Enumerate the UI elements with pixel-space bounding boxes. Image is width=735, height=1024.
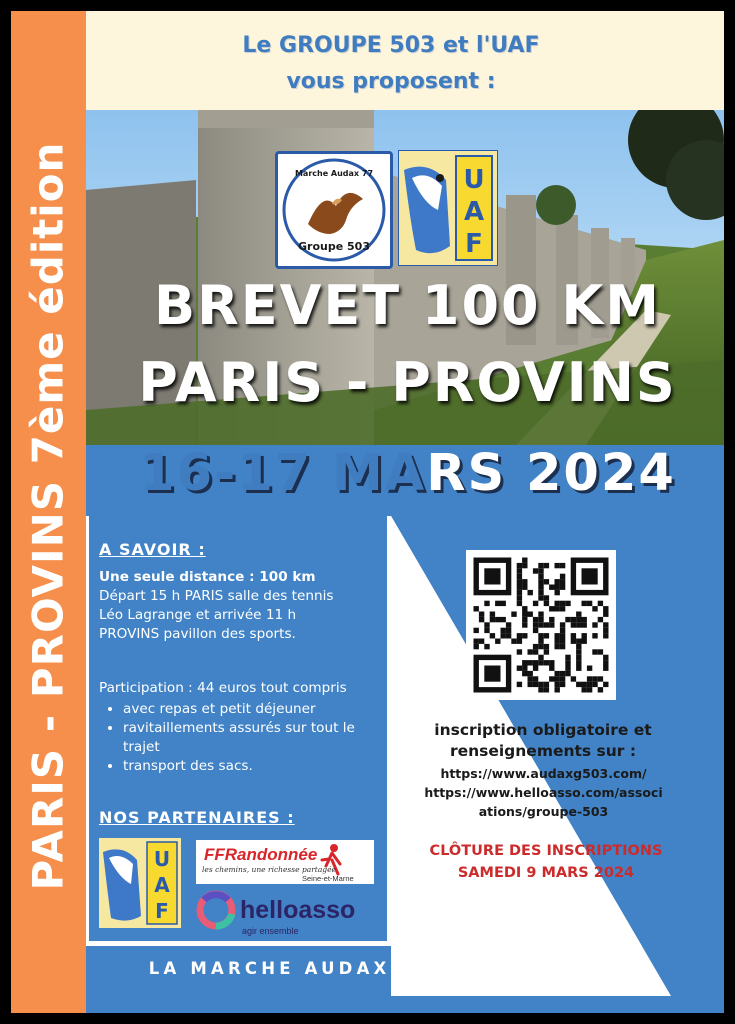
info-participation: Participation : 44 euros tout compris [99,680,347,696]
svg-text:FFRandonnée: FFRandonnée [204,845,318,864]
event-dates-part-2: RS 2024 [426,444,676,503]
info-bullet-list [99,700,384,776]
info-block-participation [99,679,384,776]
svg-text:les chemins, une richesse part: les chemins, une richesse partagée [202,865,336,874]
event-dates-part-1: 16-17 MA [139,444,427,503]
info-panel [89,516,387,941]
list-item: • avec repas et petit déjeuner [123,700,384,719]
svg-text:agir ensemble: agir ensemble [242,926,299,936]
list-item: • ravitaillements assurés sur tout le trajet [123,719,384,757]
partners-heading: NOS PARTENAIRES : [99,808,295,827]
uaf-logo [398,150,498,266]
side-band [11,11,86,1013]
svg-text:Seine-et-Marne: Seine-et-Marne [302,874,354,883]
list-item: • transport des sacs. [123,757,384,776]
info-line: Départ 15 h PARIS salle des tennis [99,588,334,604]
inscription-line-2: renseignements sur : [449,742,637,760]
poster-sheet [11,11,724,1013]
event-title-line-1: BREVET 100 KM [153,274,662,337]
footer-slogan: LA MARCHE AUDAX : DÉPASSEZ-VOUS! [148,959,640,978]
helloasso-url-link[interactable]: https://www.helloasso.com/associ [424,785,663,800]
groupe503-logo [275,151,393,269]
info-line: PROVINS pavillon des sports. [99,626,296,642]
intro-line-1: Le GROUPE 503 et l'UAF [242,33,540,58]
info-block-depart [99,568,384,644]
helloasso-icon [200,894,232,926]
helloasso-url-link-cont[interactable]: ations/groupe-503 [478,804,609,819]
svg-text:F: F [465,229,483,259]
inscription-line-1: inscription obligatoire et [434,721,652,739]
event-title-line-2: PARIS - PROVINS [138,351,677,414]
info-distance: Une seule distance : 100 km [99,569,316,585]
audax-url-link[interactable]: https://www.audaxg503.com/ [440,766,647,781]
svg-text:A: A [463,197,485,227]
qr-code[interactable] [466,550,616,700]
svg-text:Groupe 503: Groupe 503 [298,240,370,253]
closing-line-2: SAMEDI 9 MARS 2024 [457,865,635,881]
partner-helloasso-logo [196,888,374,936]
header-band [86,11,724,111]
svg-text:U: U [463,165,485,195]
info-heading: A SAVOIR : [99,540,206,559]
intro-line-2: vous proposent : [286,69,496,94]
closing-line-1: CLÔTURE DES INSCRIPTIONS [429,843,663,859]
svg-text:F: F [155,899,169,923]
svg-text:Marche Audax 77: Marche Audax 77 [294,169,374,178]
side-edition-text: PARIS - PROVINS 7ème édition [23,141,73,891]
partner-uaf-logo [99,838,181,928]
svg-text:A: A [154,873,170,897]
info-line: Léo Lagrange et arrivée 11 h [99,607,297,623]
event-dates [91,444,724,503]
svg-text:U: U [153,847,171,871]
partner-ffrandonnee-logo [196,840,374,884]
svg-text:helloasso: helloasso [240,896,356,924]
